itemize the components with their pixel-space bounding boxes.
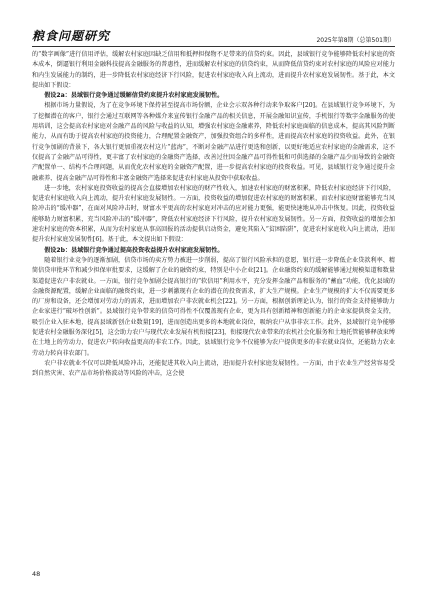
hypothesis-2a: 假设2a：县域银行竞争通过缓解信贷约束提升农村家庭发展韧性。: [44, 92, 224, 100]
paragraph: 农户非农就业不仅可以降低风险冲击，还能促进其收入向上流动，进而提升农村家庭发展韧性。一方面，由于农业生产经营容易受到自然灾害、农产品市场价格波动等风险的冲击，这会使: [32, 359, 395, 378]
paragraph: 进一步地，农村家庭投资收益的提高会直接增加农村家庭的财产性收入，加速农村家庭的财富积累，降低农村家庭经济下行风险，促进农村家庭收入向上流动，提升农村家庭发展韧性。一方面，投资收益的增加促进农村家庭的财富积累，而农村家庭财富能够充当风险冲击的“缓冲器”，在面对风险冲击时，财富水平更高的农村家庭对冲击的应对能力更强，能更快速地从冲击中恢复。因此，投资收益能够助力财富积累，充当风险冲击的“缓冲器”，降低农村家庭经济下行风险，提升农村家庭发展韧性。另一方面，投资收益的增加会加速农村家庭的资本积累，从而为农村家庭从事高回报的活动提供启动资金，避免其陷入“贫困陷阱”，促进农村家庭收入向上流动，进而提升农村家庭发展韧性[6]。基于此，本文提出如下假设：: [32, 184, 395, 244]
page-number: 48: [32, 570, 41, 578]
body-text: [32, 50, 395, 380]
issue-info: 2025年第8期（总第501期）: [316, 37, 395, 44]
paragraph-continued: 的“数字画像”进行信用评估，缓解农村家庭因缺乏信用和抵押担保物不足带来的信贷约束。因此，县域银行竞争能够降低农村家庭的资本成本，倒逼银行利用金融科技提高金融服务的普惠性，进而缓解农村家庭的信贷约束，从而降低信贷约束对农村家庭的风险应对能力和内生发展能力的制约，进一步降低农村家庭经济下行风险，促进农村家庭收入向上流动，进而提升农村家庭发展韧性。基于此，本文提出如下假设：: [32, 51, 395, 89]
paragraph: 根据市场力量假说，为了在竞争环境下保持甚至提高市场份额，企业会示双各种行动来争取客户[20]。在县域银行竞争环境下，为了挖掘潜在的客户，银行会通过互联网等各种媒介来宣传银行金融产品的相关信息，开展金融知识宣传，手机银行等数字金融服务的使用培训，这会提高农村家庭对金融产品的风险与收益的认知，增强农村家庭金融素养，降低农村家庭面临的信息成本，提高其风险判断能力，从而有助于提高农村家庭的投资能力，合理配置金融资产，加强投资组合的多样性，进而提高农村家庭的投资收益。此外，在银行竞争加剧的背景下，各大银行更加重视农村这片“蓝海”，不断对金融产品进行更迭和创新，以更好地适应农村家庭的金融需求，这不仅提高了金融产品可得性，更丰富了农村家庭的金融资产选择，改善过往因金融产品可得性低和可供选择的金融产品少而导致的金融资产配置单一、结构不合理问题，从而优化农村家庭的金融资产配置，进一步提高农村家庭的投资收益。可见，县域银行竞争通过提升金融素养、提高金融产品可得性和丰富金融资产选择来促进农村家庭从投资中获取收益。: [32, 102, 395, 182]
paragraph: 随着银行业竞争的逐渐加剧，信贷市场的卖方势力被进一步削弱，提高了银行风险承担的意愿，银行进一步降低企业贷款利率、精简信贷审批环节和减少担保审批要求，这缓解了企业的融资约束，特别是中小企业[21]。企业融资约束的缓解能够通过规模渠道和数量渠道促进农户非农就业。一方面，银行竞争加剧会提高银行的“软信用”利用水平，充分发挥金融产品和服务的“蓄血”功能，优化县域的金融资源配置，缓解企业面临的融资约束，进一步刺激现有企业的潜在的投资需求，扩大生产规模。企业生产规模的扩大不仅需要更多的厂房和设备，还会增加对劳动力的需求，进而增加农户非农就业机会[22]。另一方面，根据创新理论认为，银行的资金支持能够助力企业家进行“破坏性创新”。县域银行竞争带来的信贷可得性不仅覆盖现有企业，更为具有创新精神和创新能力的企业家提供资金支持，吸引企业入驻本地，提高县域新创企业数量[19]，进而创造出更多的本地就业岗位，吸纳农户从事非农工作。此外，县域银行竞争能够促进农村金融服务深化[5]，这会助力农户与现代农业发展有机衔接[23]，衔接现代农业带来的农机社会化服务和土地托管能够释放束缚在土地上的劳动力，促进农户转向收益更高的非农工作。因此，县域银行竞争不仅能够为农户提供更多的非农就业岗位，还能助力农业劳动力转向非农部门。: [32, 256, 395, 357]
journal-title: 粮食问题研究: [32, 29, 111, 43]
hypothesis-2b: 假设2b：县域银行竞争通过提高投资收益提升农村家庭发展韧性。: [44, 246, 224, 254]
running-header: [32, 28, 395, 47]
